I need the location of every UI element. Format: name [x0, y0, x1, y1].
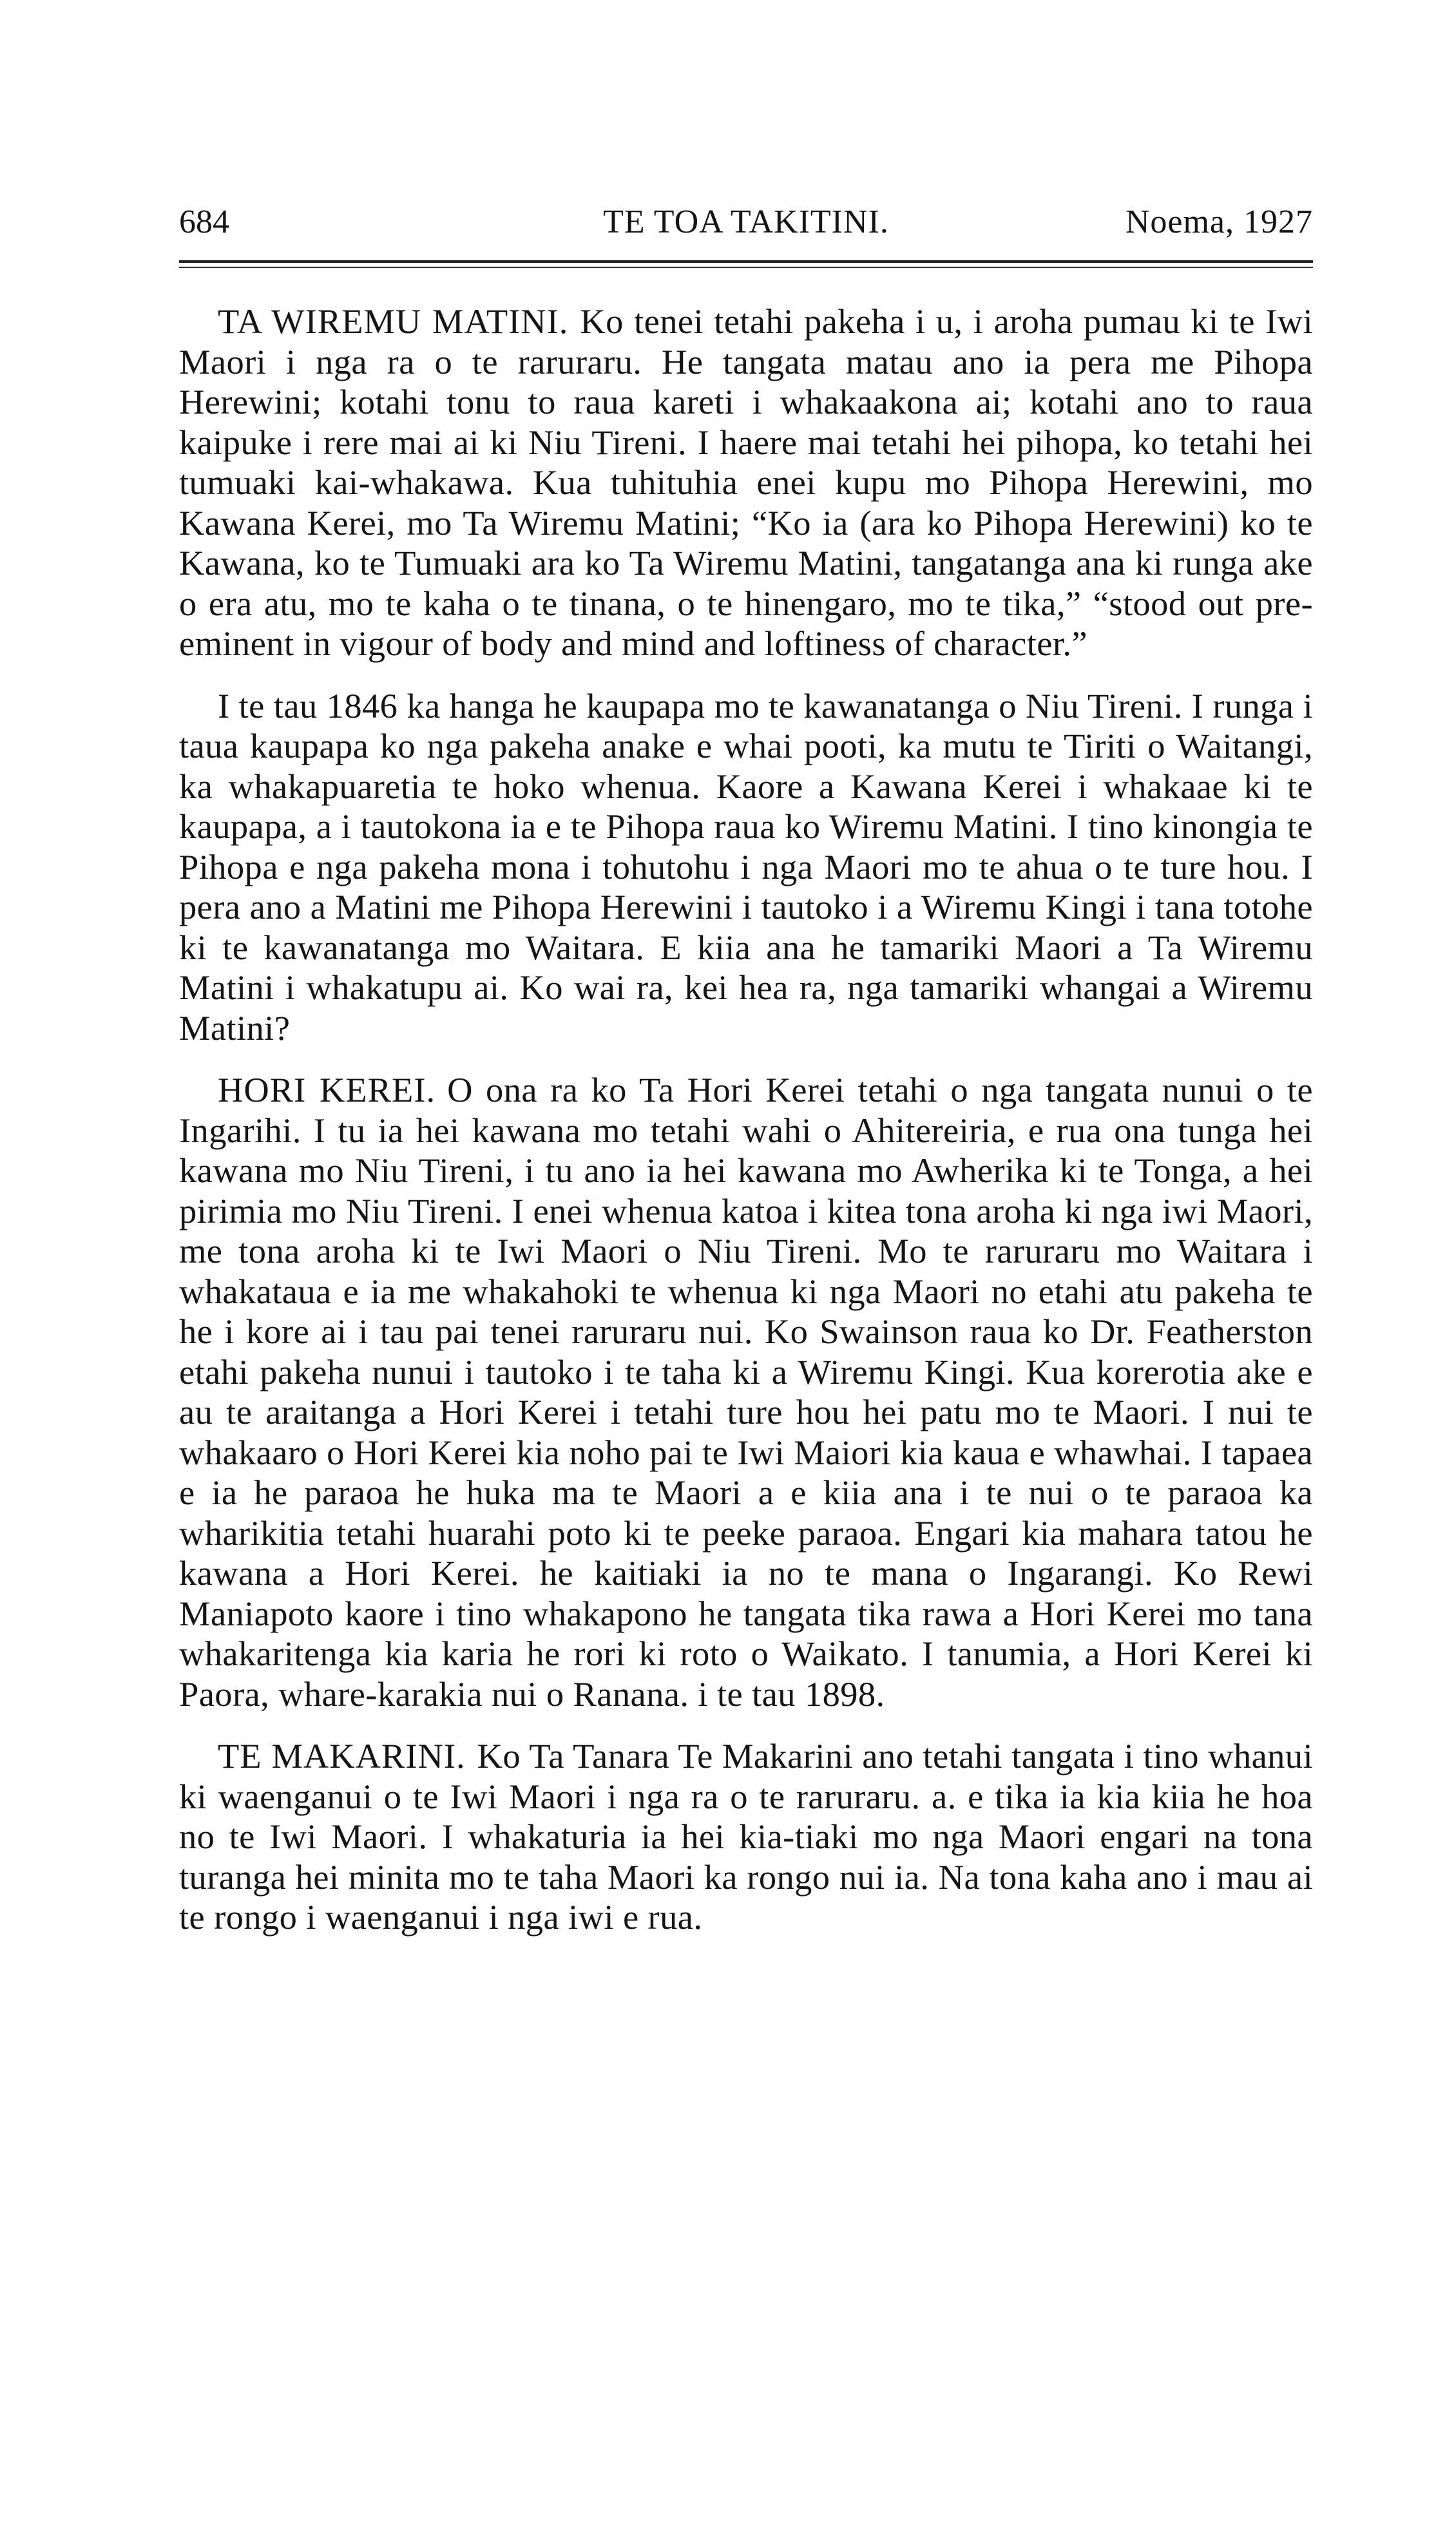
paragraph-ta-wiremu-matini: [179, 301, 1313, 664]
paragraph-te-makarini: [179, 1736, 1313, 1938]
paragraph: I te tau 1846 ka hanga he kaupapa mo te kawanatanga o Niu Tireni. I runga i taua kaupapa ko nga pakeha anake e whai pooti, ka mutu te Tiriti o Waitangi, ka whakapuaretia te hoko whenua. Kaore a Kawana Kerei i whakaae ki te kaupapa, a i tautokona ia e te Pihopa raua ko Wiremu Matini. I tino kinongia te Pihopa e nga pakeha mona i tohutohu i nga Maori mo te ahua o te ture hou. I pera ano a Matini me Pihopa Herewini i tautoko i a Wiremu Kingi i tana totohe ki te kawanatanga mo Waitara. E kiia ana he tamariki Maori a Ta Wiremu Matini i whakatupu ai. Ko wai ra, kei hea ra, nga tamariki whangai a Wiremu Matini?: [179, 685, 1313, 1047]
journal-title: TE TOA TAKITINI.: [603, 204, 889, 240]
section-heading: TE MAKARINI.: [218, 1736, 466, 1775]
section-heading: HORI KEREI.: [218, 1070, 436, 1109]
paragraph-text: O ona ra ko Ta Hori Kerei tetahi o nga tangata nunui o te Ingarihi. I tu ia hei kawana mo tetahi wahi o Ahitereiria, e rua ona tunga hei kawana mo Niu Tireni, i tu ano ia hei kawana mo Awherika ki te Tonga, a hei pirimia mo Niu Tireni. I enei whenua katoa i kitea tona aroha ki nga iwi Maori, me tona aroha ki te Iwi Maori o Niu Tireni. Mo te raruraru mo Waitara i whakataua e ia me whakahoki te whenua ki nga Maori no etahi atu pakeha te he i kore ai i tau pai tenei raruraru nui. Ko Swainson raua ko Dr. Featherston etahi pakeha nunui i tautoko i te taha ki a Wiremu Kingi. Kua korerotia ake e au te araitanga a Hori Kerei i tetahi ture hou hei patu mo te Maori. I nui te whakaaro o Hori Kerei kia noho pai te Iwi Maiori kia kaua e whawhai. I tapaea e ia he paraoa he huka ma te Maori a e kiia ana i te nui o te paraoa ka wharikitia tetahi huarahi poto ki te peeke paraoa. Engari kia mahara tatou he kawana a Hori Kerei. he kaitiaki ia no te mana o Ingarangi. Ko Rewi Maniapoto kaore i tino whakapono he tangata tika rawa a Hori Kerei mo tana whakaritenga kia karia he rori ki roto o Waikato. I tanumia, a Hori Kerei ki Paora, whare-karakia nui o Ranana. i te tau 1898.: [179, 1070, 1314, 1714]
header-rule-thin: [179, 267, 1313, 268]
paragraph-text: Ko tenei tetahi pakeha i u, i aroha pumau ki te Iwi Maori i nga ra o te raruraru. He tangata matau ano ia pera me Pihopa Herewini; kotahi tonu to raua kareti i whakaakona ai; kotahi ano to raua kaipuke i rere mai ai ki Niu Tireni. I haere mai tetahi hei pihopa, ko tetahi hei tumuaki kai-whakawa. Kua tuhituhia enei kupu mo Pihopa Herewini, mo Kawana Kerei, mo Ta Wiremu Matini; “Ko ia (ara ko Pihopa Herewini) ko te Kawana, ko te Tumuaki ara ko Ta Wiremu Matini, tangatanga ana ki runga ake o era atu, mo te kaha o te tinana, o te hinengaro, mo te tika,” “stood out pre-eminent in vigour of body and mind and loftiness of character.”: [179, 301, 1313, 663]
section-heading: TA WIREMU MATINI.: [218, 301, 569, 341]
paragraph-text: Ko Ta Tanara Te Makarini ano tetahi tangata i tino whanui ki waenganui o te Iwi Maori i nga ra o te raruraru. a. e tika ia kia kiia he hoa no te Iwi Maori. I whakaturia ia hei kia-tiaki mo nga Maori engari na tona turanga hei minita mo te taha Maori ka rongo nui ia. Na tona kaha ano i mau ai te rongo i waenganui i nga iwi e rua.: [179, 1736, 1313, 1937]
running-header: [179, 193, 1313, 251]
article-body: [179, 301, 1313, 1938]
paragraph-hori-kerei: [179, 1070, 1313, 1714]
page: [179, 193, 1313, 1960]
header-rule: [179, 260, 1313, 263]
issue-date: Noema, 1927: [1125, 204, 1313, 240]
page-number: 684: [179, 204, 229, 240]
